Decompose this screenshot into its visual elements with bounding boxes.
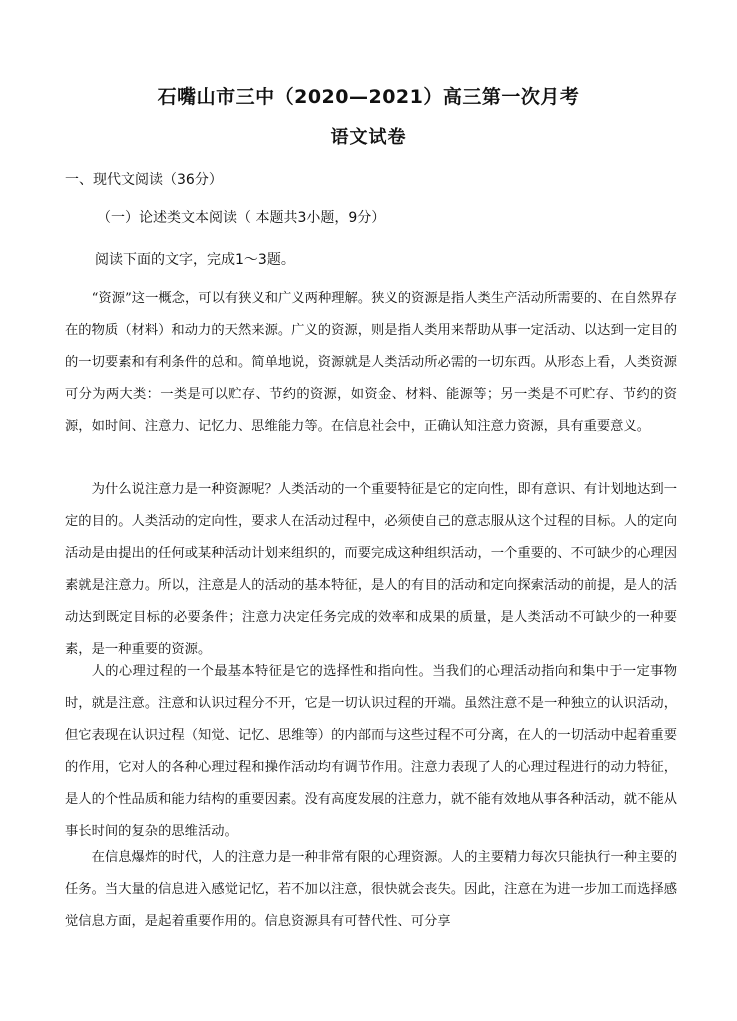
- passage-paragraph-1: [65, 283, 677, 443]
- paragraph-text: “资源”这一概念，可以有狭义和广义两种理解。狭义的资源是指人类生产活动所需要的、在自然界存在的物质（材料）和动力的天然来源。广义的资源，则是指人类用来帮助从事一定活动、以达到一定目的的一切要素和有利条件的总和。简单地说，资源就是人类活动所必需的一切东西。从形态上看，人类资源可分为两大类：一类是可以贮存、节约的资源，如资金、材料、能源等；另一类是不可贮存、节约的资源，如时间、注意力、记忆力、思维能力等。在信息社会中，正确认知注意力资源，具有重要意义。: [65, 291, 677, 434]
- passage-paragraph-2: [65, 474, 677, 665]
- section-heading: 一、现代文阅读（36分）: [65, 172, 223, 188]
- reading-instruction: 阅读下面的文字，完成1～3题。: [95, 252, 295, 268]
- subsection-heading: （一）论述类文本阅读（ 本题共3小题，9分）: [97, 210, 386, 226]
- passage-paragraph-3: [65, 656, 677, 847]
- paragraph-text: 在信息爆炸的时代，人的注意力是一种非常有限的心理资源。人的主要精力每次只能执行一种主要的任务。当大量的信息进入感觉记忆，若不加以注意，很快就会丧失。因此，注意在为进一步加工而选择感觉信息方面，是起着重要作用的。信息资源具有可替代性、可分享: [65, 850, 677, 929]
- paragraph-text: 人的心理过程的一个最基本特征是它的选择性和指向性。当我们的心理活动指向和集中于一定事物时，就是注意。注意和认识过程分不开，它是一切认识过程的开端。虽然注意不是一种独立的认识活动，但它表现在认识过程（知觉、记忆、思维等）的内部而与这些过程不可分离，在人的一切活动中起着重要的作用，它对人的各种心理过程和操作活动均有调节作用。注意力表现了人的心理过程进行的动力特征，是人的个性品质和能力结构的重要因素。没有高度发展的注意力，就不能有效地从事各种活动，就不能从事长时间的复杂的思维活动。: [65, 664, 677, 839]
- exam-subtitle: 语文试卷: [330, 127, 407, 148]
- paragraph-text: 为什么说注意力是一种资源呢？人类活动的一个重要特征是它的定向性，即有意识、有计划地达到一定的目的。人类活动的定向性，要求人在活动过程中，必须使自己的意志服从这个过程的目标。人的定向活动是由提出的任何或某种活动计划来组织的，而要完成这种组织活动，一个重要的、不可缺少的心理因素就是注意力。所以，注意是人的活动的基本特征，是人的有目的活动和定向探索活动的前提，是人的活动达到既定目标的必要条件；注意力决定任务完成的效率和成果的质量，是人类活动不可缺少的一种要素，是一种重要的资源。: [65, 482, 677, 657]
- passage-paragraph-4: [65, 842, 677, 938]
- exam-title: 石嘴山市三中（2020—2021）高三第一次月考: [157, 86, 580, 108]
